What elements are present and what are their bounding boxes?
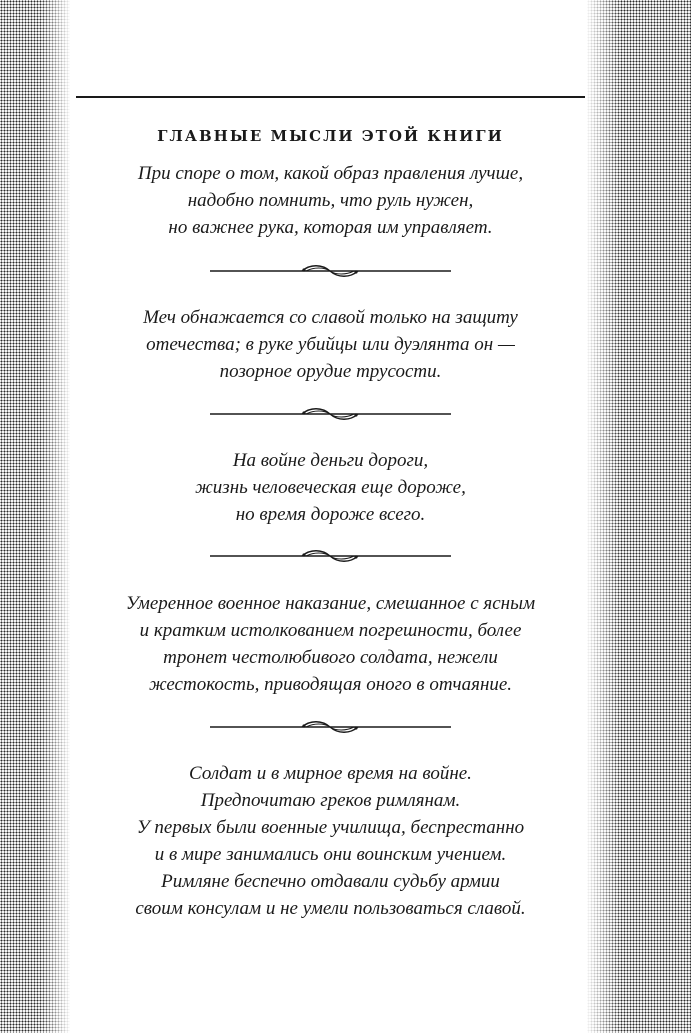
quote-line: Меч обнажается со славой только на защиту [143, 307, 518, 328]
quote-line: и кратким истолкованием погрешности, более [139, 620, 522, 641]
quote-line: Солдат и в мирное время на войне. [189, 763, 472, 784]
quote-line: позорное орудие трусости. [219, 361, 442, 382]
quote-line: надобно помнить, что руль нужен, [187, 190, 474, 211]
flourish-divider-icon [210, 547, 451, 565]
flourish-divider-icon [210, 405, 451, 423]
halftone-fade-left [40, 0, 72, 1033]
flourish-divider-icon [210, 262, 451, 280]
quote-line: жизнь человеческая еще дороже, [195, 477, 466, 498]
quote-line: но время дороже всего. [235, 504, 426, 525]
quote-block [76, 760, 585, 922]
quote-line: При споре о том, какой образ правления лучше, [137, 163, 524, 184]
quote-line: Предпочитаю греков римлянам. [200, 790, 461, 811]
quote-line: На войне деньги дороги, [232, 450, 429, 471]
quote-line: своим консулам и не умели пользоваться славой. [135, 898, 526, 919]
halftone-fade-right [585, 0, 621, 1033]
quote-line: отечества; в руке убийцы или дуэлянта он — [146, 334, 515, 355]
quote-block [76, 590, 585, 698]
quote-block [76, 447, 585, 528]
quote-line: жестокость, приводящая оного в отчаяние. [148, 674, 513, 695]
quote-line: и в мире занимались они воинским учением. [154, 844, 507, 865]
quote-line: тронет честолюбивого солдата, нежели [163, 647, 498, 668]
page-heading: ГЛАВНЫЕ МЫСЛИ ЭТОЙ КНИГИ [157, 127, 504, 145]
flourish-divider-icon [210, 718, 451, 736]
quote-line: но важнее рука, которая им управляет. [168, 217, 493, 238]
top-rule [76, 96, 585, 98]
quote-block [76, 160, 585, 241]
quote-line: У первых были военные училища, беспрестанно [136, 817, 525, 838]
quote-line: Римляне беспечно отдавали судьбу армии [161, 871, 500, 892]
quote-block [76, 304, 585, 385]
quote-line: Умеренное военное наказание, смешанное с ясным [125, 593, 536, 614]
